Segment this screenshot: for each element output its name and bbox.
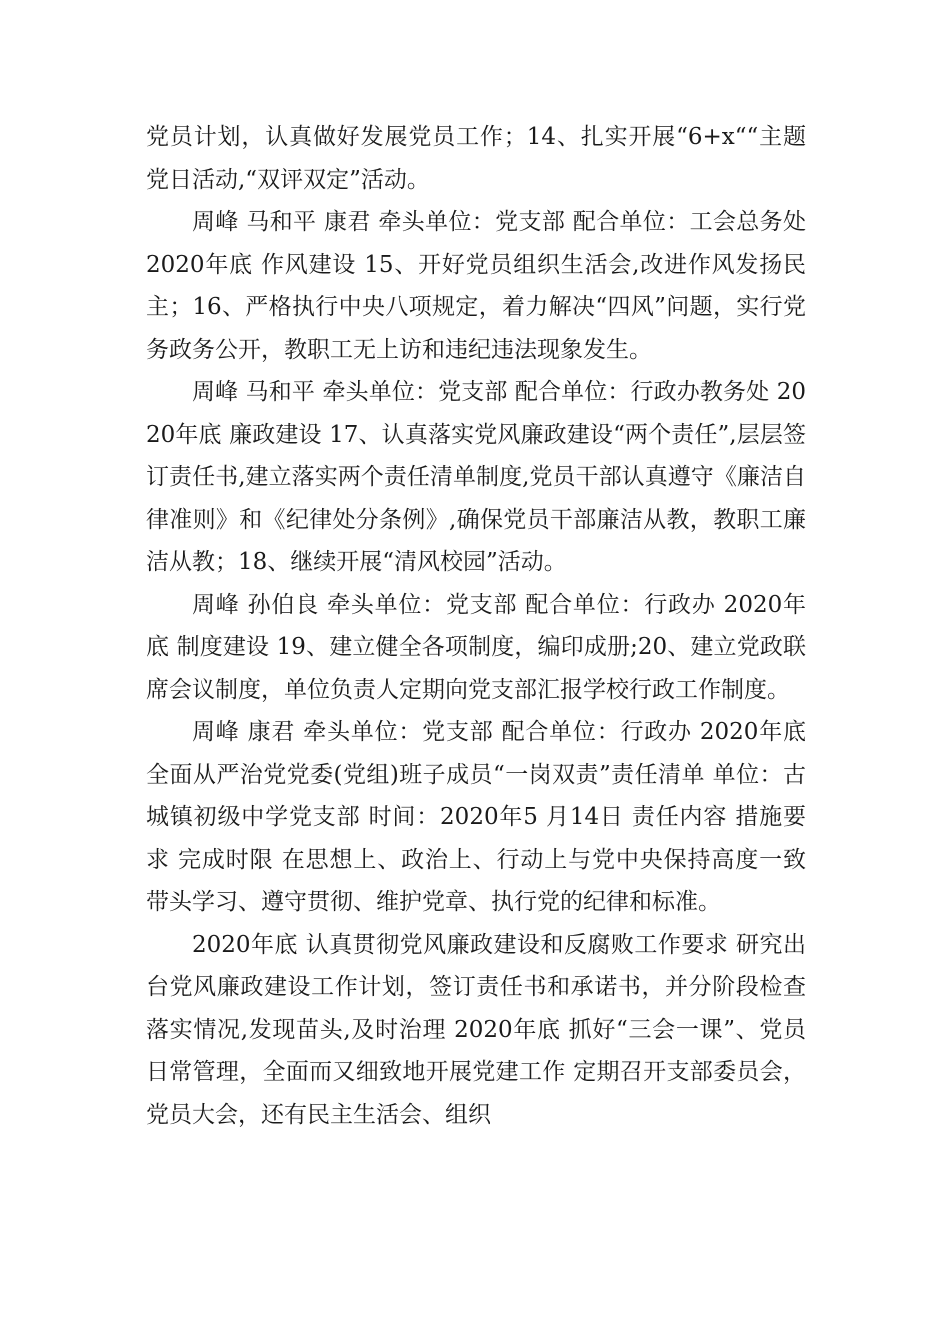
paragraph-style-building: 周峰 马和平 康君 牵头单位：党支部 配合单位：工会总务处 2020年底 作风建设 15、开好党员组织生活会,改进作风发扬民主；16、严格执行中央八项规定，着力解决“四风”问题，实行党务政务公开，教职工无上访和违纪违法现象发生。 [146, 209, 806, 363]
document-body [146, 116, 806, 1136]
paragraph-system-building: 周峰 孙伯良 牵头单位：党支部 配合单位：行政办 2020年底 制度建设 19、建立健全各项制度，编印成册;20、建立党政联席会议制度，单位负责人定期向党支部汇报学校行政工作制度。 [146, 591, 806, 703]
paragraph-integrity-building: 周峰 马和平 牵头单位：党支部 配合单位：行政办教务处 2020年底 廉政建设 17、认真落实党风廉政建设“两个责任”,层层签订责任书,建立落实两个责任清单制度,党员干部认真遵守《廉洁自律准则》和《纪律处分条例》,确保党员干部廉洁从教，教职工廉洁从教；18、继续开展“清风校园”活动。 [146, 379, 806, 575]
paragraph-continuation: 党员计划，认真做好发展党员工作；14、扎实开展“6+x““主题党日活动,“双评双定”活动。 [146, 124, 806, 193]
paragraph-anti-corruption: 2020年底 认真贯彻党风廉政建设和反腐败工作要求 研究出台党风廉政建设工作计划，签订责任书和承诺书，并分阶段检查落实情况,发现苗头,及时治理 2020年底 抓好“三会一课”、党员日常管理，全面而又细致地开展党建工作 定期召开支部委员会，党员大会，还有民主生活会、组织 [146, 931, 806, 1128]
paragraph-responsibility-list: 周峰 康君 牵头单位：党支部 配合单位：行政办 2020年底 全面从严治党党委(党组)班子成员“一岗双责”责任清单 单位：古城镇初级中学党支部 时间：2020年5 月14日 责任内容 措施要求 完成时限 在思想上、政治上、行动上与党中央保持高度一致 带头学习、遵守贯彻、维护党章、执行党的纪律和标准。 [146, 719, 806, 915]
